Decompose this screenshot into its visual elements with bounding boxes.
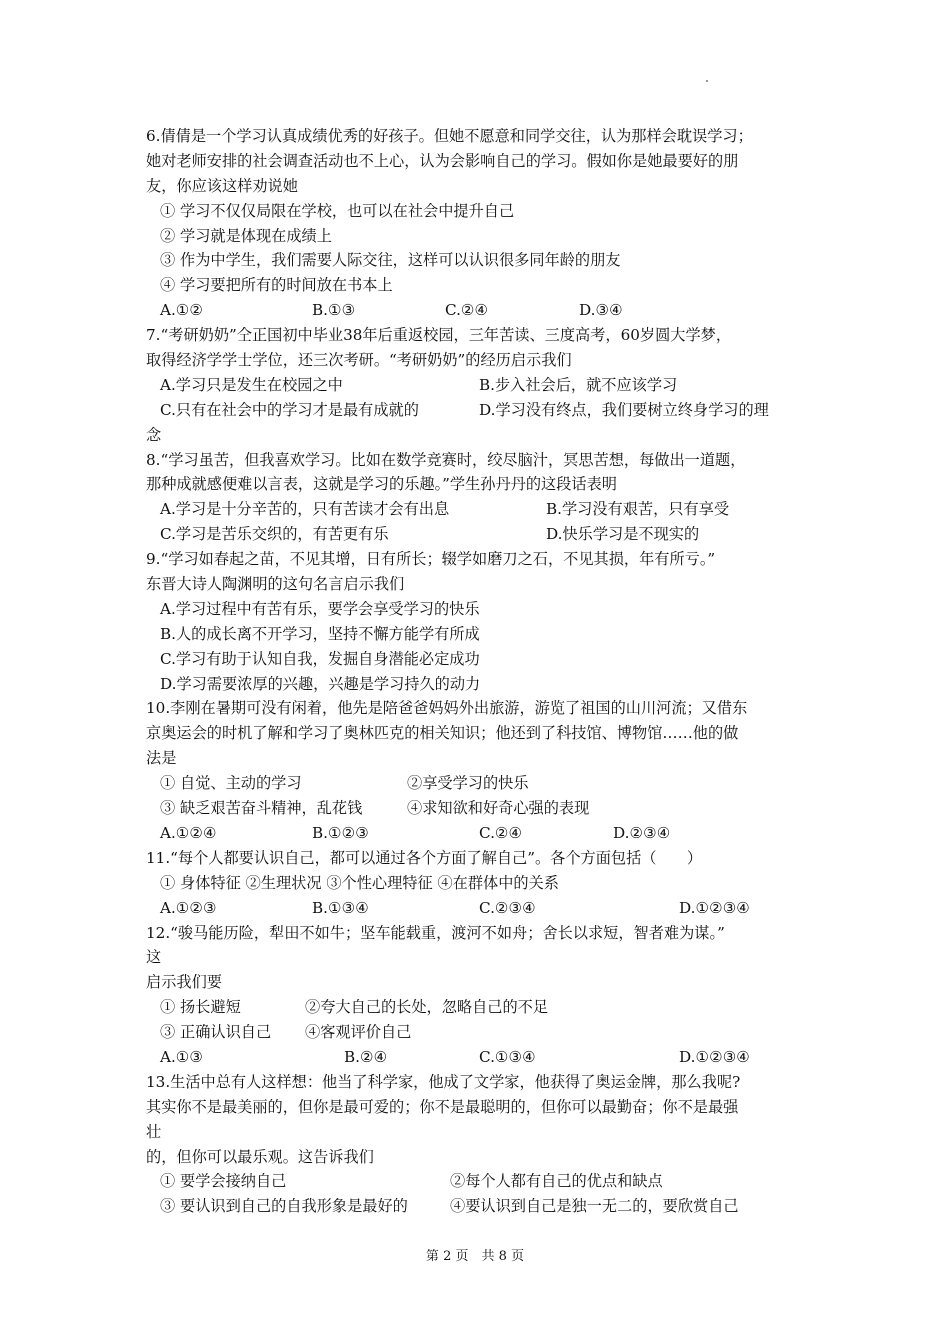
scan-speck [706, 80, 708, 82]
statement-item: ③ 作为中学生，我们需要人际交往，这样可以认识很多同年龄的朋友 [160, 251, 621, 270]
question-stem: 其实你不是最美丽的，但你是最可爱的；你不是最聪明的，但你可以最勤奋；你不是最强 [146, 1097, 739, 1116]
question-6 [146, 124, 812, 323]
option-a: A.学习是十分辛苦的，只有苦读才会有出息 [160, 500, 450, 519]
question-stem: 11.“每个人都要认识自己，都可以通过各个方面了解自己”。各个方面包括（ ） [146, 848, 703, 867]
answer-options [146, 522, 812, 547]
footer-middle: 页 共 [455, 1249, 495, 1264]
option-d: D.学习没有终点，我们要树立终身学习的理 [479, 400, 769, 419]
option-b: B.②④ [344, 1047, 388, 1066]
option-b: B.学习没有艰苦，只有享受 [546, 500, 730, 519]
answer-options [146, 1045, 812, 1070]
statement-item: ②每个人都有自己的优点和缺点 [450, 1172, 663, 1191]
option-c: C.②④ [479, 823, 523, 842]
question-8 [146, 448, 812, 548]
question-stem: 7.“考研奶奶”仝正国初中毕业38年后重返校园，三年苦读、三度高考，60岁圆大学梦， [146, 326, 732, 345]
option-b: B.①②③ [312, 823, 369, 842]
option-b: B.步入社会后，就不应该学习 [479, 375, 678, 394]
option-a: A.学习过程中有苦有乐，要学会享受学习的快乐 [160, 599, 480, 618]
statement-item: ②夸大自己的长处，忽略自己的不足 [305, 998, 548, 1017]
question-stem: 那种成就感便难以言表，这就是学习的乐趣。”学生孙丹丹的这段话表明 [146, 475, 617, 494]
statement-item: ③ 要认识到自己的自我形象是最好的 [160, 1197, 408, 1216]
statement-item: ① 身体特征 ②生理状况 ③个性心理特征 ④在群体中的关系 [160, 873, 559, 892]
statement-item: ④ 学习要把所有的时间放在书本上 [160, 276, 393, 295]
option-d: D.②③④ [613, 823, 671, 842]
statement-item: ① 扬长避短 [160, 998, 241, 1017]
question-stem: 10.李刚在暑期可没有闲着，他先是陪爸爸妈妈外出旅游，游览了祖国的山川河流；又借东 [146, 699, 748, 718]
statement-row [146, 1169, 812, 1194]
statement-item: ④要认识到自己是独一无二的，要欣赏自己 [450, 1197, 739, 1216]
statement-row [146, 796, 812, 821]
statement-item: ① 学习不仅仅局限在学校，也可以在社会中提升自己 [160, 201, 515, 220]
answer-options [146, 896, 812, 921]
statement-row [146, 995, 812, 1020]
statement-item: ② 学习就是体现在成绩上 [160, 226, 332, 245]
question-stem: 取得经济学学士学位，还三次考研。“考研奶奶”的经历启示我们 [146, 351, 572, 370]
answer-options [146, 373, 812, 398]
answer-options [146, 821, 812, 846]
question-stem: 6.倩倩是一个学习认真成绩优秀的好孩子。但她不愿意和同学交往，认为那样会耽误学习； [146, 127, 753, 145]
option-d: D.快乐学习是不现实的 [546, 525, 700, 544]
statement-row [146, 771, 812, 796]
option-d: D.①②③④ [679, 1047, 750, 1066]
statement-row [146, 1194, 812, 1219]
option-d: D.学习需要浓厚的兴趣，兴趣是学习持久的动力 [160, 674, 481, 693]
option-c: C.②④ [445, 301, 489, 320]
answer-options [146, 398, 812, 423]
question-stem: 9.“学习如春起之苗，不见其增，日有所长；辍学如磨刀之石，不见其损，年有所亏。” [146, 550, 716, 569]
question-stem: 8.“学习虽苦，但我喜欢学习。比如在数学竞赛时，绞尽脑汁，冥思苦想，每做出一道题， [146, 450, 746, 469]
option-b: B.人的成长离不开学习，坚持不懈方能学有所成 [160, 624, 480, 643]
statement-item: ④求知欲和好奇心强的表现 [407, 799, 590, 818]
question-stem: 京奥运会的时机了解和学习了奥林匹克的相关知识；他还到了科技馆、博物馆……他的做 [146, 724, 739, 743]
footer-prefix: 第 [425, 1249, 439, 1264]
statement-item: ③ 缺乏艰苦奋斗精神，乱花钱 [160, 799, 363, 818]
question-11 [146, 846, 812, 921]
option-a: A.①②④ [160, 823, 217, 842]
option-continuation: 念 [146, 425, 162, 444]
option-a: A.学习只是发生在校园之中 [160, 375, 343, 394]
option-a: A.①② [160, 301, 204, 320]
page-footer [0, 1245, 950, 1264]
option-c: C.只有在社会中的学习才是最有成就的 [160, 400, 419, 419]
question-stem: 启示我们要 [146, 973, 222, 992]
option-b: B.①③ [312, 301, 356, 320]
question-stem: 东晋大诗人陶渊明的这句名言启示我们 [146, 575, 405, 594]
option-c: C.①③④ [479, 1047, 536, 1066]
question-13 [146, 1070, 812, 1219]
question-stem: 这 [146, 948, 162, 967]
question-stem: 壮 [146, 1122, 162, 1141]
option-d: D.①②③④ [679, 898, 750, 917]
statement-item: ④客观评价自己 [305, 1023, 412, 1042]
footer-suffix: 页 [511, 1249, 525, 1264]
statement-row [146, 1020, 812, 1045]
question-list [146, 124, 812, 1219]
option-c: C.学习是苦乐交织的，有苦更有乐 [160, 525, 389, 544]
footer-page-number: 2 [443, 1249, 452, 1264]
statement-item: ③ 正确认识自己 [160, 1023, 272, 1042]
option-a: A.①③ [160, 1047, 204, 1066]
question-stem: 的，但你可以最乐观。这告诉我们 [146, 1147, 374, 1166]
question-stem: 友，你应该这样劝说她 [146, 176, 298, 195]
question-9 [146, 547, 812, 696]
statement-item: ②享受学习的快乐 [407, 774, 529, 793]
statement-item: ① 自觉、主动的学习 [160, 774, 302, 793]
question-stem: 13.生活中总有人这样想：他当了科学家，他成了文学家，他获得了奥运金牌，那么我呢? [146, 1072, 741, 1091]
question-stem: 12.“骏马能历险，犁田不如牛；坚车能载重，渡河不如舟；舍长以求短，智者难为谋。” [146, 923, 725, 942]
option-d: D.③④ [579, 301, 623, 320]
option-b: B.①③④ [312, 898, 369, 917]
answer-options [146, 497, 812, 522]
question-12 [146, 921, 812, 1070]
question-7 [146, 323, 812, 447]
option-c: C.学习有助于认知自我，发掘自身潜能必定成功 [160, 649, 480, 668]
question-stem: 她对老师安排的社会调查活动也不上心，认为会影响自己的学习。假如你是她最要好的朋 [146, 151, 739, 170]
question-10 [146, 696, 812, 845]
question-stem: 法是 [146, 749, 177, 768]
footer-total-pages: 8 [498, 1249, 507, 1264]
option-a: A.①②③ [160, 898, 217, 917]
option-c: C.②③④ [479, 898, 536, 917]
statement-item: ① 要学会接纳自己 [160, 1172, 287, 1191]
answer-options [146, 298, 812, 323]
